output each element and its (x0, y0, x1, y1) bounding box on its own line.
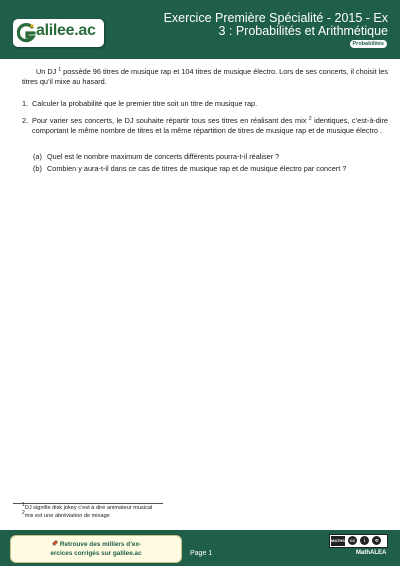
cc-icon: cc (349, 538, 355, 543)
mathalea-brand: MathALEA (356, 550, 387, 556)
topic-badge[interactable]: Probabilités (349, 39, 388, 49)
galilee-promo-link[interactable] (10, 535, 182, 563)
promo-line-1: Retrouve des milliers d’ex- (11, 540, 181, 548)
page-number: Page 1 (190, 550, 213, 557)
question-1-number: 1. (22, 99, 29, 108)
galilee-logo[interactable] (13, 19, 104, 47)
question-2-text (32, 116, 388, 136)
galilee-logo-icon (17, 22, 37, 44)
logo-text: alilee.ac (36, 22, 96, 39)
page-footer (0, 530, 400, 566)
question-2-text-b: identiques, c’est-à-dire comportant le même nombre de titres et la même répartition de titres de musique rap et de musique électro . (32, 116, 388, 135)
question-1-text: Calculer la probabilité que le premier titre soit un titre de musique rap. (32, 99, 258, 108)
footnote-2-mark: 2 (22, 510, 25, 516)
footnote-1-mark: 1 (22, 502, 25, 508)
intro-text-1: Un DJ (36, 67, 59, 76)
footnote-2 (22, 510, 110, 520)
footnote-2-text: mix est une abréviation de mixage (24, 513, 110, 519)
question-2b-text: Combien y aura-t-il dans ce cas de titres de musique rap et de musique électro par concert ? (47, 164, 347, 173)
question-2-number: 2. (22, 116, 29, 125)
cc-sa-icon: ⟲ (372, 536, 381, 545)
footnote-ref-1: 1 (58, 67, 62, 73)
creative-commons-icon[interactable] (329, 534, 388, 548)
question-2a-number: (a) (33, 152, 42, 161)
intro-text-2: possède 96 titres de musique rap et 104 titres de musique électro. Lors de ses concerts, il choisit les titres qu’il mixe au hasard. (22, 67, 388, 86)
intro-paragraph (22, 67, 388, 87)
footnote-1-text: DJ signifie disk jokey c’est à dire animateur musical (24, 505, 153, 511)
question-2a-text: Quel est le nombre maximum de concerts différents pourra-t-il réaliser ? (47, 152, 280, 161)
question-2-text-a: Pour varier ses concerts, le DJ souhaite répartir tous ses titres en réalisant des mix (32, 116, 309, 125)
question-2b-number: (b) (33, 164, 42, 173)
footnote-1 (22, 502, 153, 512)
page-header (0, 0, 400, 59)
footnote-ref-2: 2 (308, 116, 312, 122)
footnote-separator (13, 503, 163, 504)
promo-line-2: ercices corrigés sur galilee.ac (50, 550, 142, 557)
exercise-title-line1: Exercice Première Spécialité - 2015 - Ex (163, 11, 388, 25)
cc-maths-label: MATHS (331, 536, 345, 546)
cc-by-icon: i (360, 536, 369, 545)
exercise-title-line2: 3 : Probabilités et Arithmétique (218, 24, 388, 38)
rocket-icon (51, 540, 58, 547)
